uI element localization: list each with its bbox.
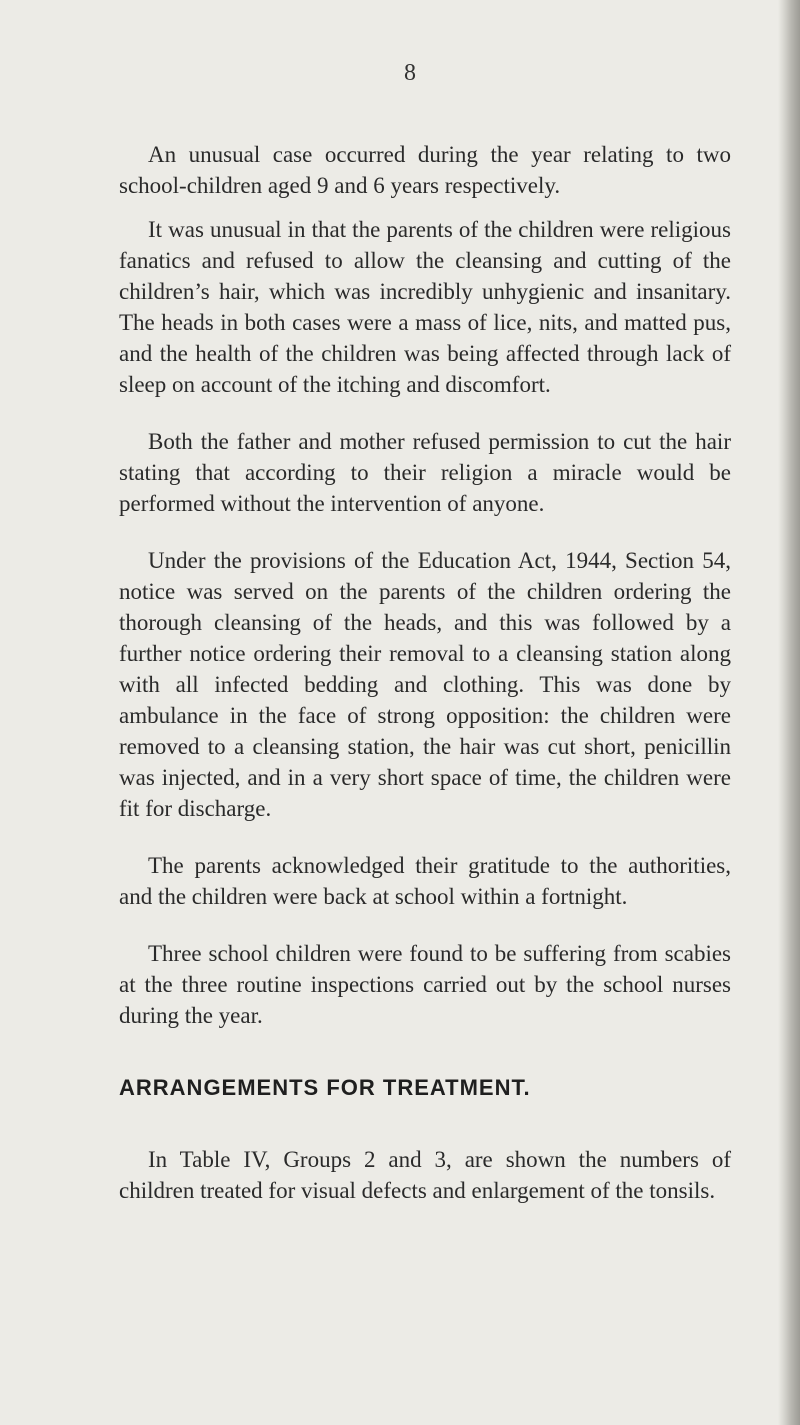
page-number: 8 xyxy=(404,60,416,86)
paragraph-education-act: Under the provisions of the Education Act, 1944, Section 54, notice was served on the parents of the children ordering the thorough cleansing of the heads, and this was followed by a further notice ordering their removal to a cleansing station along with all infected bedding and clothing. This was done by ambulance in the face of strong opposition: the children were removed to a cleansing station, the hair was cut short, penicillin was injected, and in a very short space of time, the children were fit for discharge. xyxy=(119,548,731,821)
paragraph-unusual-case: An unusual case occurred during the year relating to two school-children aged 9 and 6 years respectively. xyxy=(119,142,731,198)
document-body xyxy=(119,139,731,1219)
paragraph-table-iv: In Table IV, Groups 2 and 3, are shown the numbers of children treated for visual defects and enlargement of the tonsils. xyxy=(119,1147,731,1203)
paragraph-refused-permission: Both the father and mother refused permission to cut the hair stating that according to their religion a miracle would be performed without the intervention of anyone. xyxy=(119,429,731,516)
section-heading: ARRANGEMENTS FOR TREATMENT. xyxy=(119,1075,531,1100)
page-edge-shadow xyxy=(778,0,800,1425)
paragraph-scabies: Three school children were found to be suffering from scabies at the three routine inspections carried out by the school nurses during the year. xyxy=(119,941,731,1028)
paragraph-religious-fanatics: It was unusual in that the parents of the children were religious fanatics and refused to allow the cleansing and cutting of the children’s hair, which was incredibly unhygienic and insanitary. The heads in both cases were a mass of lice, nits, and matted pus, and the health of the children was being affected through lack of sleep on account of the itching and discomfort. xyxy=(119,217,731,397)
paragraph-gratitude: The parents acknowledged their gratitude to the authorities, and the children were back at school within a fortnight. xyxy=(119,853,731,909)
